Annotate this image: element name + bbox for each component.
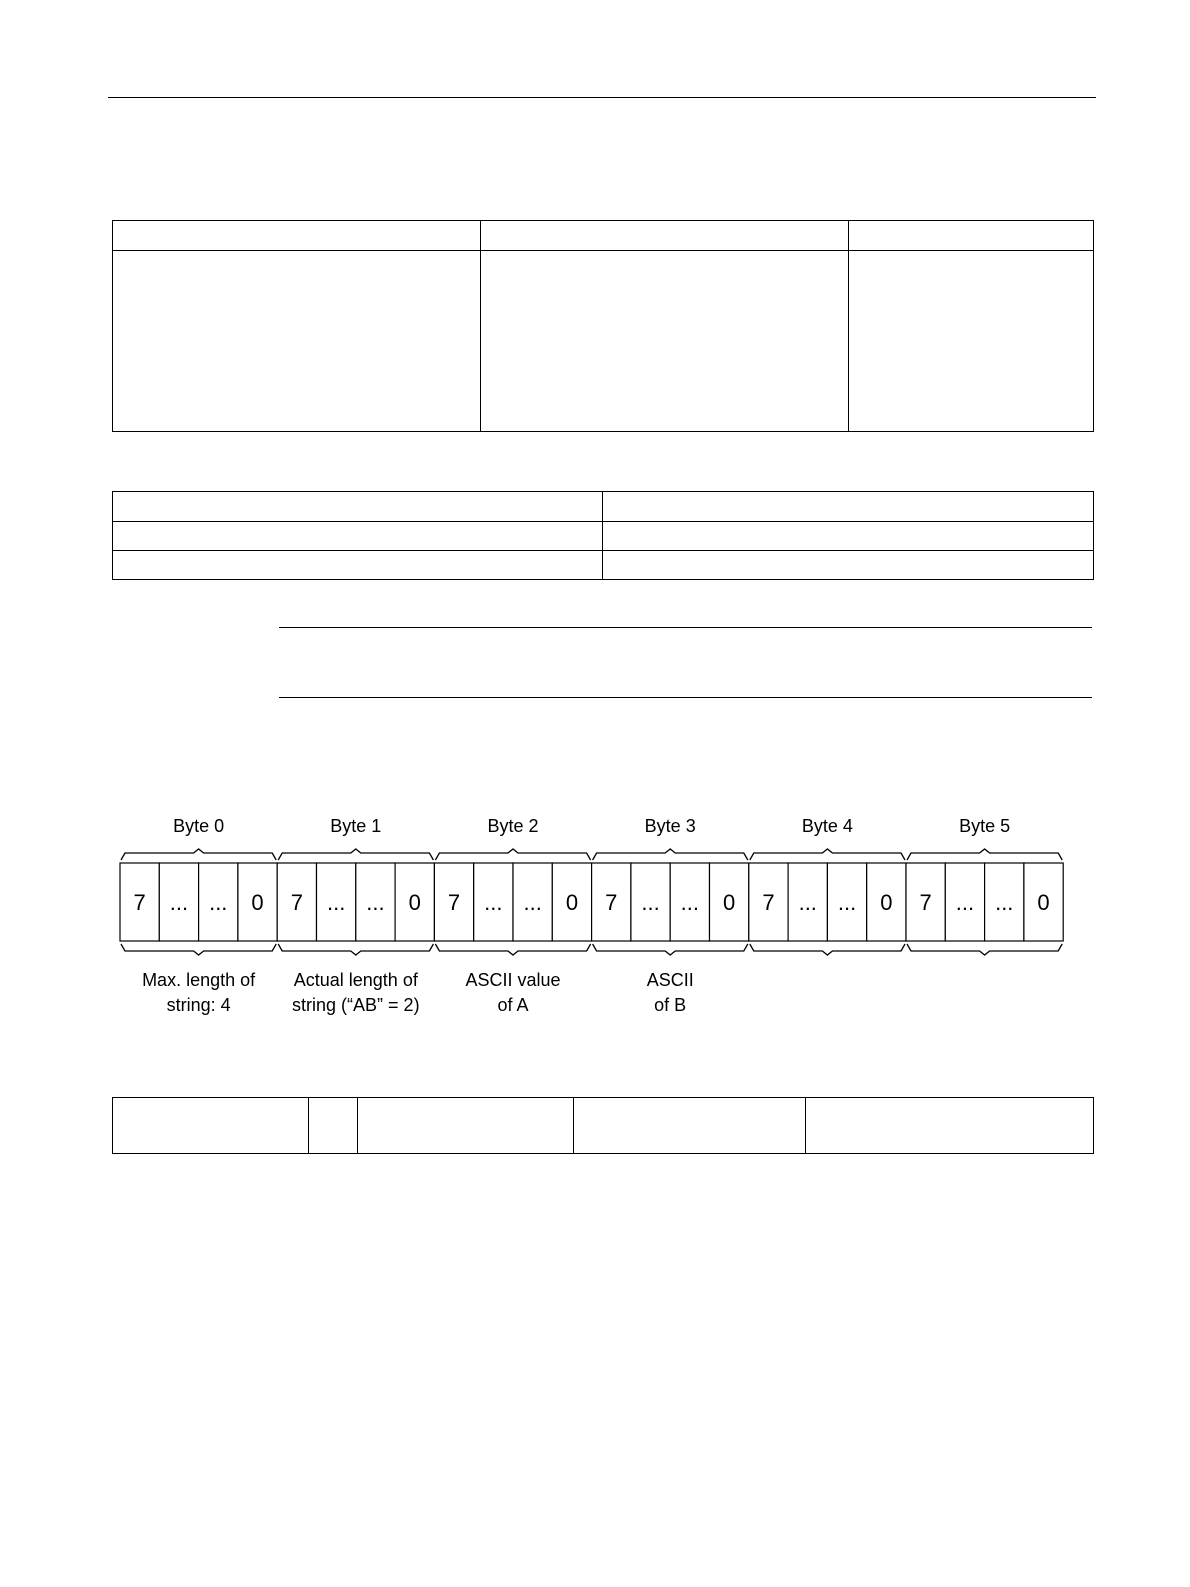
byte-description: string (“AB” = 2) <box>292 995 420 1015</box>
byte-description: of A <box>497 995 529 1015</box>
table-cell <box>113 1098 309 1154</box>
table-cell <box>481 221 849 251</box>
string-byte-diagram <box>112 808 1072 1028</box>
table-cell <box>113 221 481 251</box>
bit-label: 7 <box>919 890 932 915</box>
bit-label: ... <box>326 890 346 915</box>
bit-label: ... <box>209 890 228 915</box>
byte-label: Byte 3 <box>644 816 696 836</box>
table-cell <box>806 1098 1094 1154</box>
bit-label: 0 <box>723 890 736 915</box>
table-cell <box>113 251 481 432</box>
table-cell <box>849 221 1094 251</box>
table-2 <box>112 491 1094 580</box>
bit-label: ... <box>366 890 385 915</box>
byte-description: of B <box>654 995 687 1015</box>
table-row <box>113 1098 1094 1154</box>
top-brace <box>750 849 905 860</box>
bit-label: 7 <box>133 890 146 915</box>
top-brace <box>593 849 748 860</box>
table-row <box>113 522 1094 551</box>
bit-label: ... <box>169 890 189 915</box>
bit-label: ... <box>995 890 1014 915</box>
table-cell <box>481 251 849 432</box>
bit-label: 7 <box>762 890 775 915</box>
top-brace <box>278 849 433 860</box>
byte-description: ASCII value <box>465 970 561 990</box>
byte-label: Byte 2 <box>487 816 539 836</box>
bit-label: 0 <box>251 890 264 915</box>
byte-label: Byte 1 <box>330 816 382 836</box>
top-brace <box>121 849 276 860</box>
table-cell <box>309 1098 358 1154</box>
table-cell <box>358 1098 574 1154</box>
table-row <box>113 551 1094 580</box>
bit-label: ... <box>484 890 503 915</box>
table-cell <box>574 1098 806 1154</box>
bit-label: ... <box>523 890 542 915</box>
byte-description: ASCII <box>646 970 694 990</box>
byte-description: Actual length of <box>293 970 418 990</box>
byte-description: string: 4 <box>166 995 231 1015</box>
table-1-body-row <box>113 251 1094 432</box>
bit-label: 7 <box>447 890 461 915</box>
bottom-brace <box>593 944 748 955</box>
bit-label: 0 <box>408 890 421 915</box>
bottom-brace <box>121 944 276 955</box>
byte-label: Byte 0 <box>173 816 225 836</box>
bit-label: ... <box>955 890 975 915</box>
table-row <box>113 492 1094 522</box>
table-cell <box>603 522 1094 551</box>
bit-label: ... <box>641 890 660 915</box>
bit-label: ... <box>837 890 857 915</box>
table-cell <box>113 492 603 522</box>
table-cell <box>603 551 1094 580</box>
note-top-rule <box>279 627 1092 628</box>
bit-label: 0 <box>880 890 893 915</box>
byte-label: Byte 5 <box>959 816 1011 836</box>
note-bottom-rule <box>279 697 1092 698</box>
table-3 <box>112 1097 1094 1154</box>
bottom-brace <box>435 944 590 955</box>
table-1 <box>112 220 1094 432</box>
bit-label: 7 <box>605 890 618 915</box>
bit-label: 7 <box>290 890 303 915</box>
bit-label: ... <box>680 890 700 915</box>
bottom-brace <box>907 944 1062 955</box>
bit-label: 0 <box>565 890 579 915</box>
bit-label: 0 <box>1037 890 1050 915</box>
table-cell <box>113 522 603 551</box>
bottom-brace <box>750 944 905 955</box>
byte-description: Max. length of <box>142 970 256 990</box>
table-cell <box>603 492 1094 522</box>
byte-label: Byte 4 <box>801 816 853 836</box>
top-brace <box>907 849 1062 860</box>
top-brace <box>435 849 590 860</box>
bottom-brace <box>278 944 433 955</box>
table-1-header-row <box>113 221 1094 251</box>
bit-label: ... <box>798 890 817 915</box>
table-cell <box>849 251 1094 432</box>
table-cell <box>113 551 603 580</box>
header-rule <box>108 97 1096 98</box>
